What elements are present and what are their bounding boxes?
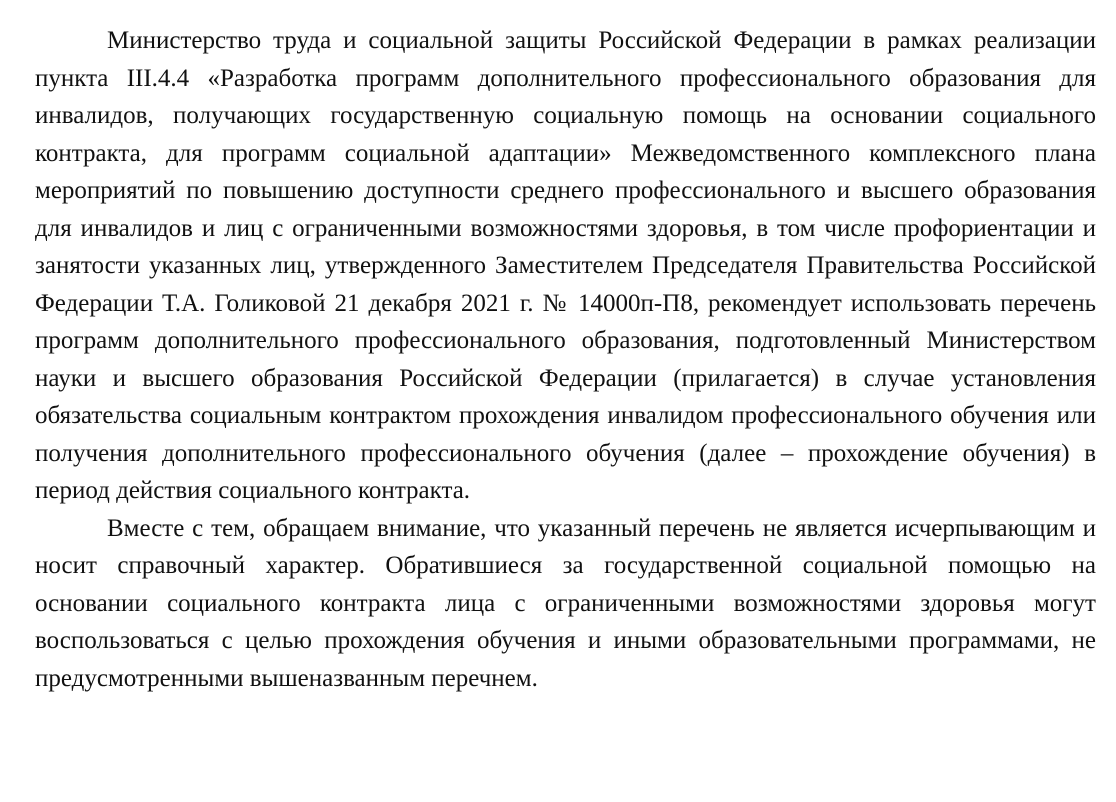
paragraph-recommendation: Министерство труда и социальной защиты Российской Федерации в рамках реализации пункта III.4.4 «Разработка программ дополнительного профессионального образования для инвалидов, получающих государственную социальную помощь на основании социального контракта, для программ социальной адаптации» Межведомственного комплексного плана мероприятий по повышению доступности среднего профессионального и высшего образования для инвалидов и лиц с ограниченными возможностями здоровья, в том числе профориентации и занятости указанных лиц, утвержденного Заместителем Председателя Правительства Российской Федерации Т.А. Голиковой 21 декабря 2021 г. № 14000п-П8, рекомендует использовать перечень программ дополнительного профессионального образования, подготовленный Министерством науки и высшего образования Российской Федерации (прилагается) в случае установления обязательства социальным контрактом прохождения инвалидом профессионального обучения или получения дополнительного профессионального обучения (далее – прохождение обучения) в период действия социального контракта.: [35, 27, 1096, 504]
document-page: [35, 22, 1096, 697]
paragraph-note: Вместе с тем, обращаем внимание, что указанный перечень не является исчерпывающим и носит справочный характер. Обратившиеся за государственной социальной помощью на основании социального контракта лица с ограниченными возможностями здоровья могут воспользоваться с целью прохождения обучения и иными образовательными программами, не предусмотренными вышеназванным перечнем.: [35, 514, 1096, 692]
